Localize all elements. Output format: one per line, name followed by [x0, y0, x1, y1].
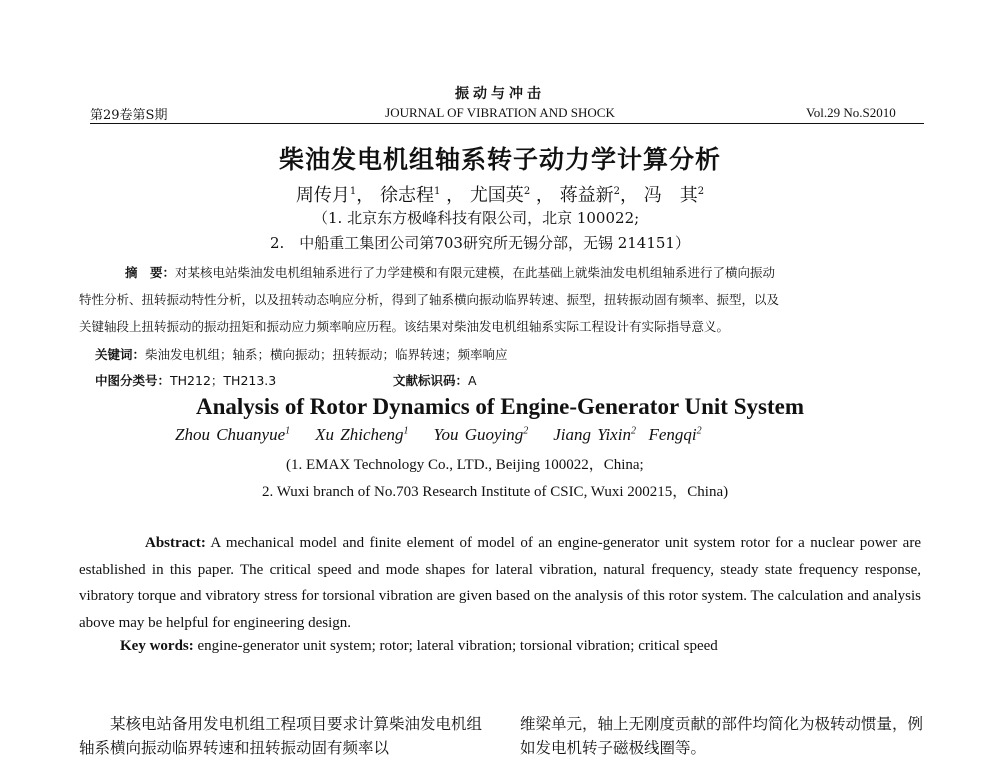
author-affiliation-mark: 1	[285, 425, 291, 437]
author-separator: ，	[620, 185, 639, 206]
clc-label: 中图分类号：	[95, 373, 171, 388]
author-en: Xu Zhicheng	[315, 425, 404, 444]
issue-number-cn: 第29卷第S期	[90, 108, 168, 123]
affiliation-en-2: 2. Wuxi branch of No.703 Research Institute of CSIC, Wuxi 200215，China)	[262, 484, 729, 500]
affiliation-cn-2: 2. 中船重工集团公司第703研究所无锡分部，无锡 214151）	[270, 234, 690, 252]
author-en: Zhou Chuanyue	[175, 425, 286, 444]
keywords-cn	[95, 345, 508, 363]
author-en: Fengqi	[648, 425, 697, 444]
author-list-cn	[0, 181, 1000, 207]
author-affiliation-mark: 2	[697, 186, 705, 197]
author-affiliation-mark: 2	[630, 425, 636, 437]
author-separator: ，	[440, 185, 465, 206]
abstract-cn-label: 摘 要：	[125, 265, 176, 280]
author-affiliation-mark: 1	[403, 425, 409, 437]
author-affiliation-mark: 1	[433, 186, 441, 197]
author-separator: ，	[356, 185, 375, 206]
doc-code-label: 文献标识码：	[393, 373, 469, 388]
author-affiliation-mark: 2	[696, 425, 702, 437]
keywords-en-label: Key words:	[120, 638, 194, 654]
author-affiliation-mark: 2	[523, 186, 531, 197]
author-affiliation-mark: 1	[349, 186, 357, 197]
abstract-cn-line	[79, 263, 775, 281]
author-en: Jiang Yixin	[553, 425, 631, 444]
body-column-left: 某核电站备用发电机组工程项目要求计算柴油发电机组轴系横向振动临界转速和扭转振动固有频率以	[79, 715, 483, 757]
doc-code-value: A	[468, 373, 477, 388]
keywords-en	[120, 638, 718, 655]
author-list-en	[175, 425, 702, 445]
abstract-en-label: Abstract:	[145, 535, 206, 551]
journal-name-cn: 振动与冲击	[455, 86, 545, 102]
author-en: You Guoying	[433, 425, 524, 444]
clc-value: TH212；TH213.3	[170, 373, 277, 388]
abstract-en-text: A mechanical model and finite element of model of an engine-generator unit system rotor for a nuclear power are established in this paper. The critical speed and mode shapes for lateral vibration, natural frequency, steady state frequency response, vibratory torque and vibratory stress for torsional vibration are given based on the analysis of this rotor system. The calculation and analysis above may be helpful for engineering design.	[79, 535, 921, 631]
abstract-cn-text: 对某核电站柴油发电机组轴系进行了力学建模和有限元建模，在此基础上就柴油发电机组轴系进行了横向振动	[175, 265, 776, 280]
affiliation-cn-1: （1. 北京东方极峰科技有限公司，北京 100022;	[313, 209, 640, 227]
paper-title-en: Analysis of Rotor Dynamics of Engine-Generator Unit System	[196, 394, 804, 419]
document-code	[393, 371, 477, 389]
author-cn: 蒋益新	[559, 185, 614, 206]
author-cn: 尤国英	[469, 185, 524, 206]
author-cn: 冯 其	[643, 185, 698, 206]
keywords-en-text: engine-generator unit system; rotor; lateral vibration; torsional vibration; critical speed	[197, 638, 718, 654]
abstract-en	[79, 530, 921, 636]
author-cn: 周传月	[295, 185, 350, 206]
paper-title-cn: 柴油发电机组轴系转子动力学计算分析	[278, 145, 721, 174]
classification-number	[95, 371, 276, 389]
affiliation-en-1: (1. EMAX Technology Co., LTD., Beijing 100022，China;	[286, 457, 644, 473]
journal-name-en: JOURNAL OF VIBRATION AND SHOCK	[385, 105, 615, 120]
volume-number: Vol.29 No.S2010	[806, 105, 896, 120]
abstract-cn-line: 关键轴段上扭转振动的振动扭矩和振动应力频率响应历程。该结果对柴油发电机组轴系实际工程设计有实际指导意义。	[79, 319, 730, 334]
keywords-cn-label: 关键词：	[95, 347, 146, 362]
body-column-right: 维梁单元，轴上无刚度贡献的部件均简化为极转动惯量，例如发电机转子磁极线圈等。	[520, 715, 924, 757]
author-separator: ，	[530, 185, 554, 206]
author-affiliation-mark: 2	[523, 425, 529, 437]
keywords-cn-text: 柴油发电机组；轴系；横向振动；扭转振动；临界转速；频率响应	[145, 347, 508, 362]
header-rule	[90, 123, 924, 124]
author-cn: 徐志程	[379, 185, 434, 206]
abstract-cn-line: 特性分析、扭转振动特性分析，以及扭转动态响应分析，得到了轴系横向振动临界转速、振型，扭转振动固有频率、振型，以及	[79, 292, 780, 307]
author-affiliation-mark: 2	[613, 186, 621, 197]
